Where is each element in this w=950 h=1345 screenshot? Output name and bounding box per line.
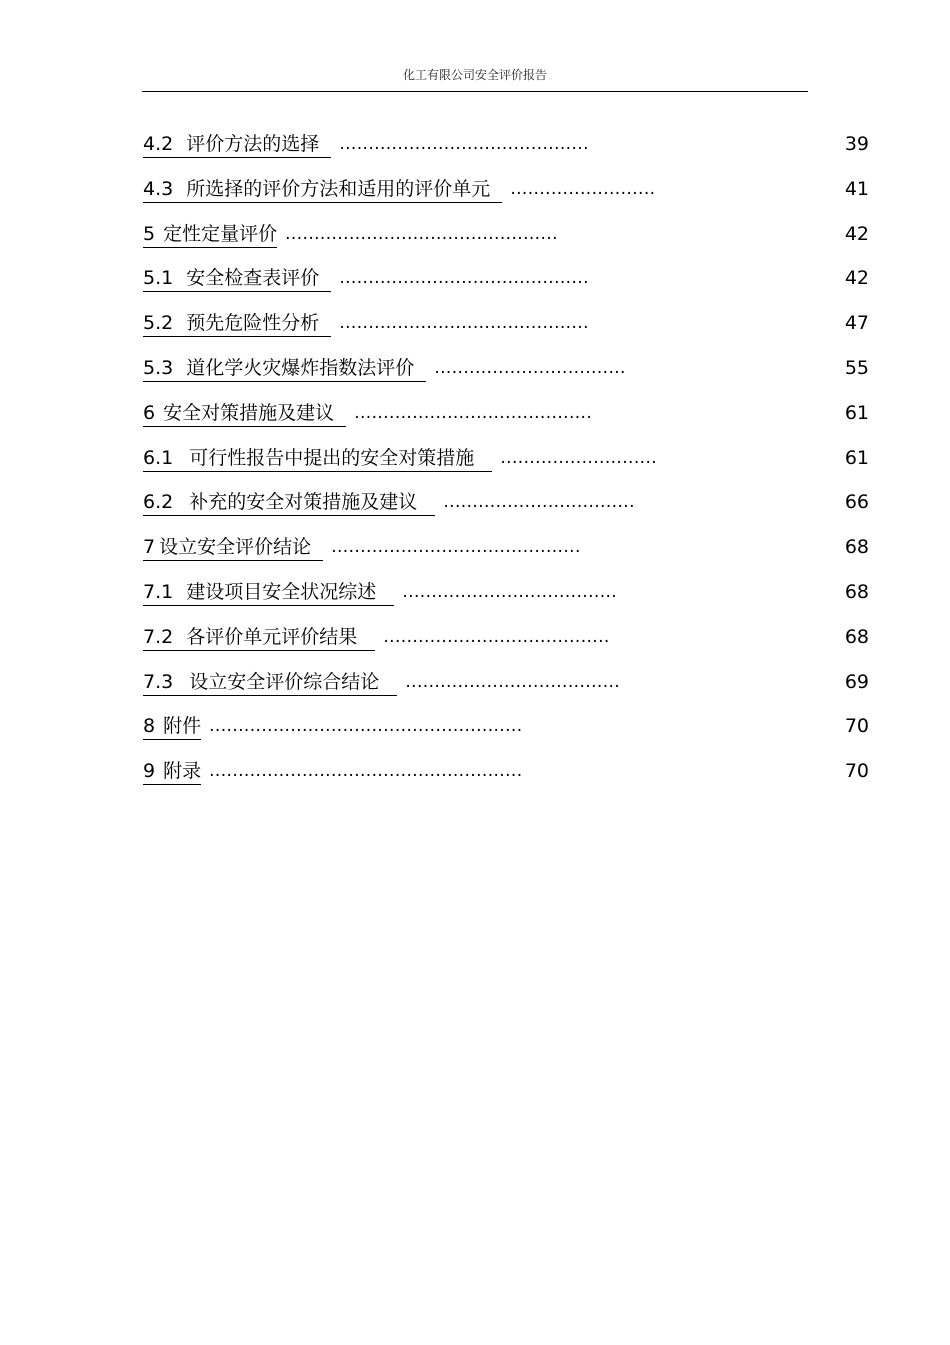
toc-entry-number: 5.2 (143, 312, 174, 335)
toc-leader-dots: ................................. (434, 357, 626, 378)
toc-entry-title: 评价方法的选择 (186, 133, 320, 155)
toc-entry (143, 173, 869, 218)
toc-leader-dots: ..................................... (402, 581, 618, 602)
toc-entry-title: 预先危险性分析 (186, 312, 320, 335)
toc-entry-number: 6.2 (143, 491, 174, 514)
toc-entry (143, 486, 869, 531)
toc-entry-title: 安全对策措施及建议 (163, 401, 335, 424)
toc-page-number: 70 (844, 760, 869, 783)
toc-page-number: 41 (844, 177, 869, 200)
toc-entry-number: 6 (143, 401, 156, 424)
toc-entry-title: 可行性报告中提出的安全对策措施 (189, 446, 475, 469)
toc-entry-number: 9 (143, 760, 156, 783)
toc-entry (143, 576, 869, 621)
toc-leader-dots: ...................................................... (209, 761, 523, 782)
toc-entry-link[interactable] (143, 265, 331, 292)
toc-leader-dots: ................................. (443, 492, 635, 513)
toc-entry-title: 附录 (163, 760, 202, 783)
toc-entry-title: 补充的安全对策措施及建议 (189, 491, 418, 514)
toc-entry-number: 7.1 (143, 580, 174, 603)
toc-entry (143, 307, 869, 352)
toc-entry-title: 设立安全评价综合结论 (189, 670, 380, 693)
page-header-title: 化工有限公司安全评价报告 (402, 68, 547, 82)
toc-leader-dots: ........................................... (331, 537, 581, 558)
toc-entry (143, 442, 869, 487)
toc-leader-dots: ........................................... (339, 134, 589, 154)
toc-leader-dots: ......................... (510, 178, 656, 199)
toc-entry-link[interactable] (143, 534, 323, 561)
toc-entry (143, 128, 869, 173)
toc-page-number: 68 (844, 625, 869, 648)
toc-entry-link[interactable] (143, 758, 201, 785)
header-rule (142, 91, 808, 92)
toc-leader-dots: ........................................... (339, 313, 589, 334)
toc-entry-link[interactable] (143, 176, 502, 203)
toc-entry-number: 5.1 (143, 267, 174, 290)
toc-page-number: 42 (844, 222, 869, 245)
toc-page-number: 42 (844, 267, 869, 290)
toc-entry-number: 8 (143, 715, 156, 738)
toc-entry-link[interactable] (143, 713, 201, 740)
toc-entry-link[interactable] (143, 489, 435, 516)
toc-entry-number: 6.1 (143, 446, 174, 469)
toc-entry-title: 所选择的评价方法和适用的评价单元 (186, 177, 491, 200)
toc-leader-dots: ............................................... (285, 223, 558, 244)
toc-entry-number: 4.2 (143, 133, 174, 155)
toc-entry-number: 5 (143, 222, 156, 245)
toc-entry-link[interactable] (143, 355, 426, 382)
toc-entry-title: 安全检查表评价 (186, 267, 320, 290)
toc-entry-link[interactable] (143, 624, 375, 651)
toc-page-number: 39 (844, 133, 869, 155)
toc-entry-link[interactable] (143, 579, 394, 606)
toc-page-number: 70 (844, 715, 869, 738)
toc-entry-link[interactable] (143, 221, 277, 248)
toc-leader-dots: ...................................................... (209, 716, 523, 737)
toc-entry (143, 262, 869, 307)
toc-page-number: 61 (844, 446, 869, 469)
toc-entry (143, 531, 869, 576)
toc-entry (143, 710, 869, 755)
toc-entry-link[interactable] (143, 400, 346, 427)
toc-page-number: 68 (844, 536, 869, 559)
toc-page-number: 47 (844, 312, 869, 335)
toc-page-number: 61 (844, 401, 869, 424)
toc-entry (143, 755, 869, 800)
toc-entry-link[interactable] (143, 669, 397, 696)
toc-leader-dots: ....................................... (383, 626, 610, 647)
table-of-contents (143, 128, 869, 800)
toc-leader-dots: ......................................... (354, 402, 593, 423)
toc-entry (143, 666, 869, 711)
toc-entry-number: 7.3 (143, 670, 174, 693)
toc-entry-title: 道化学火灾爆炸指数法评价 (186, 356, 415, 379)
toc-leader-dots: ........................................... (339, 268, 589, 289)
toc-entry-title: 各评价单元评价结果 (186, 625, 358, 648)
toc-entry-number: 7 (143, 536, 156, 559)
toc-entry (143, 621, 869, 666)
toc-entry (143, 218, 869, 263)
toc-page-number: 69 (844, 670, 869, 693)
toc-page-number: 66 (844, 491, 869, 514)
toc-entry-link[interactable] (143, 310, 331, 337)
toc-entry-title: 定性定量评价 (163, 222, 278, 245)
toc-entry-number: 7.2 (143, 625, 174, 648)
toc-page-number: 55 (844, 356, 869, 379)
toc-leader-dots: ........................... (500, 447, 658, 468)
toc-entry (143, 352, 869, 397)
toc-entry-number: 5.3 (143, 356, 174, 379)
toc-page-number: 68 (844, 580, 869, 603)
toc-entry-link[interactable] (143, 131, 331, 158)
toc-leader-dots: ..................................... (405, 671, 621, 692)
toc-entry-title: 设立安全评价结论 (159, 536, 312, 559)
toc-entry-title: 建设项目安全状况综述 (186, 580, 377, 603)
toc-entry-title: 附件 (163, 715, 202, 738)
toc-entry-number: 4.3 (143, 177, 174, 200)
toc-entry-link[interactable] (143, 445, 492, 472)
toc-entry (143, 397, 869, 442)
